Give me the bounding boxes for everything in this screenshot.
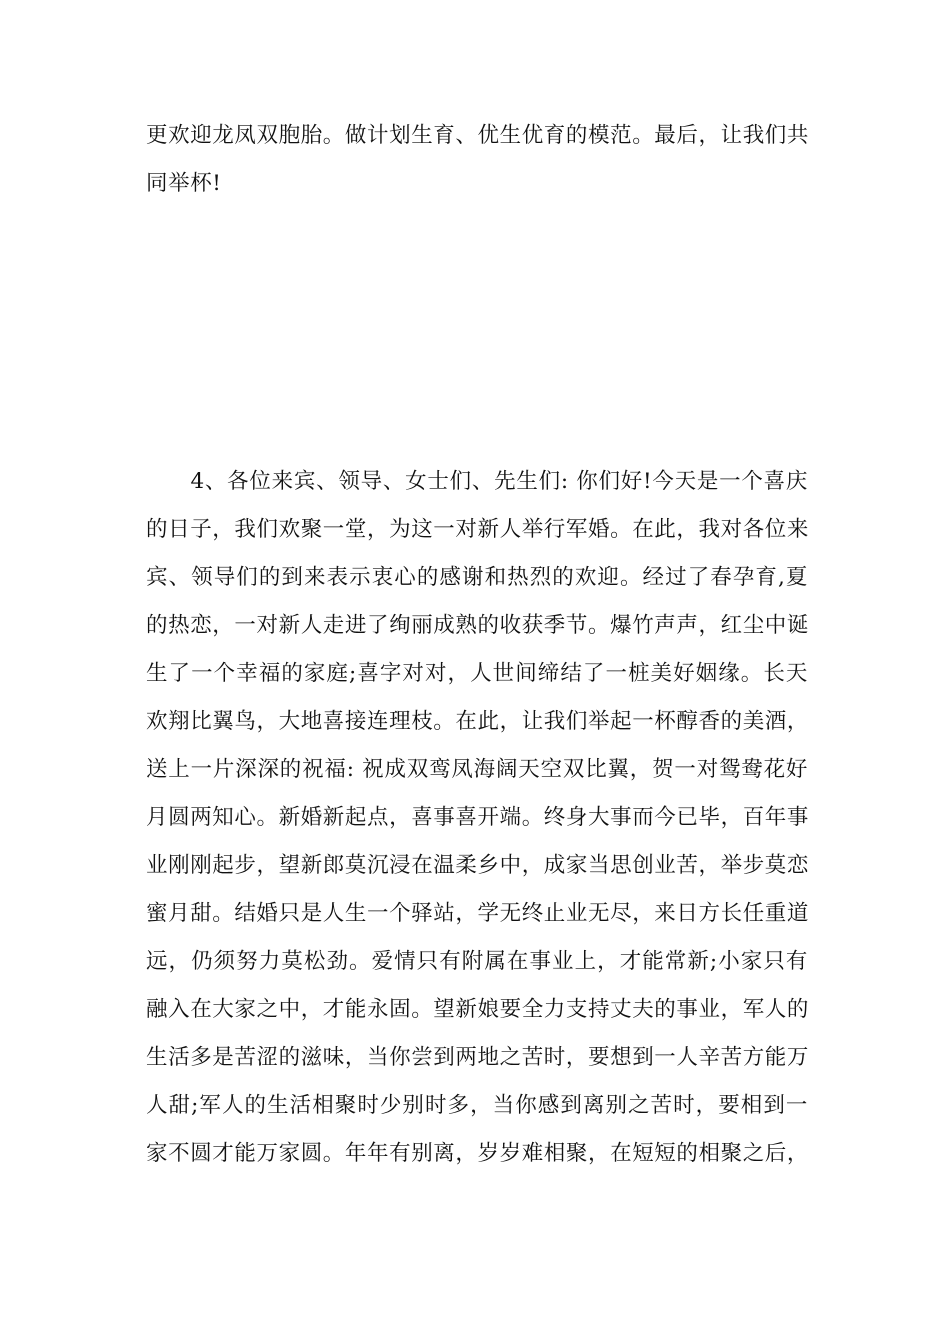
- text-line: 业刚刚起步，望新郎莫沉浸在温柔乡中，成家当思创业苦，举步莫恋: [146, 853, 810, 878]
- text-line: 更欢迎龙凤双胞胎。做计划生育、优生优育的模范。最后，让我们共: [146, 123, 810, 148]
- text-line: 远，仍须努力莫松劲。爱情只有附属在事业上，才能常新;小家只有: [146, 949, 808, 974]
- text-line: 生了一个幸福的家庭;喜字对对，人世间缔结了一桩美好姻缘。长天: [146, 661, 808, 686]
- paragraph-closing-toast: [146, 112, 808, 208]
- text-line: 月圆两知心。新婚新起点，喜事喜开端。终身大事而今已毕，百年事: [146, 805, 810, 830]
- text-line: 融入在大家之中，才能永固。望新娘要全力支持丈夫的事业，军人的: [146, 997, 810, 1022]
- text-line: 4、各位来宾、领导、女士们、先生们: 你们好!今天是一个喜庆: [146, 469, 808, 494]
- text-line: 的日子，我们欢聚一堂，为这一对新人举行军婚。在此，我对各位来: [146, 517, 810, 542]
- text-line: 欢翔比翼鸟，大地喜接连理枝。在此，让我们举起一杯醇香的美酒，: [146, 709, 810, 734]
- text-line: 同举杯!: [146, 171, 222, 196]
- text-line: 生活多是苦涩的滋味，当你尝到两地之苦时，要想到一人辛苦方能万: [146, 1045, 810, 1070]
- text-line: 宾、领导们的到来表示衷心的感谢和热烈的欢迎。经过了春孕育,夏: [146, 565, 808, 590]
- text-line: 的热恋，一对新人走进了绚丽成熟的收获季节。爆竹声声，红尘中诞: [146, 613, 810, 638]
- text-line: 蜜月甜。结婚只是人生一个驿站，学无终止业无尽，来日方长任重道: [146, 901, 810, 926]
- text-line: 人甜;军人的生活相聚时少别时多，当你感到离别之苦时，要相到一: [146, 1093, 808, 1118]
- paragraph-wedding-speech-4: [146, 458, 808, 1178]
- text-line: 送上一片深深的祝福: 祝成双鸾凤海阔天空双比翼，贺一对鸳鸯花好: [146, 757, 808, 782]
- text-line: 家不圆才能万家圆。年年有别离，岁岁难相聚，在短短的相聚之后，: [146, 1141, 810, 1166]
